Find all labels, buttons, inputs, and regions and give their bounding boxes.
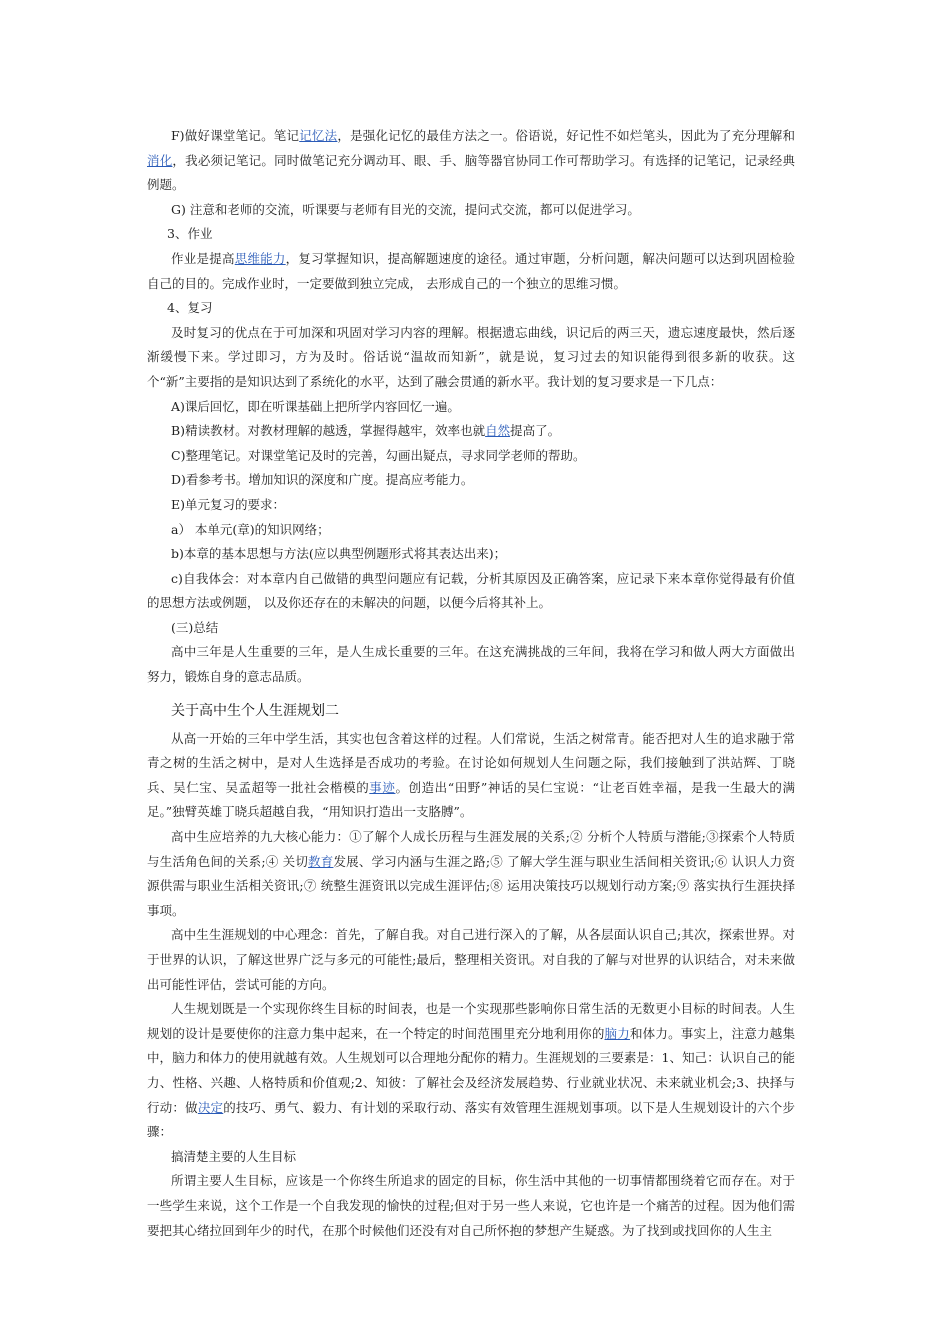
section-heading-homework: 3、作业 [167, 226, 213, 242]
text-run: B)精读教材。对教材理解的越透，掌握得越牢，效率也就 [171, 423, 486, 439]
paragraph-intro [147, 727, 795, 825]
text-run: 从高一开始的三年中学生活，其实也包含着这样的过程。人们常说，生活之树常青。能否把对人生的追求融于常青之树的生活之树中，是对人生选择是否成功的考验。在讨论如何规划人生问题之际，我们接触到了洪站辉、丁晓兵、吴仁宝、吴孟超等一批社会楷模的 [147, 730, 795, 795]
text-run: ，是强化记忆的最佳方法之一。俗语说，好记性不如烂笔头，因此为了充分理解和 [337, 128, 795, 143]
text-run: 的技巧、勇气、毅力、有计划的采取行动、落实有效管理生涯规划事项。以下是人生规划设计的六个步骤： [147, 1099, 795, 1140]
link-thinking-ability[interactable]: 思维能力 [234, 250, 286, 266]
list-item-review-c: C)整理笔记。对课堂笔记及时的完善，勾画出疑点，寻求同学老师的帮助。 [171, 447, 586, 463]
text-run: 高中生应培养的九大核心能力：①了解个人成长历程与生涯发展的关系;② 分析个人特质与潜能;③探索个人特质与生活角色间的关系;④ 关切 [147, 829, 795, 869]
text-run: 提高了。 [510, 423, 561, 439]
document-body [147, 124, 795, 1243]
paragraph-core-abilities [147, 825, 795, 923]
paragraph-notes [147, 124, 795, 198]
link-education[interactable]: 教育 [308, 853, 334, 869]
paragraph-core-concept: 高中生生涯规划的中心理念：首先，了解自我。对自己进行深入的了解，从各层面认识自己;其次，探索世界。对于世界的认识，了解这世界广泛与多元的可能性;最后，整理相关资讯。对自我的了解与对世界的认识结合，对未来做出可能性评估，尝试可能的方向。 [147, 927, 795, 992]
paragraph-teacher-communication: G) 注意和老师的交流，听课要与老师有目光的交流，提问式交流，都可以促进学习。 [171, 201, 640, 217]
paragraph-summary: 高中三年是人生重要的三年，是人生成长重要的三年。在这充满挑战的三年间，我将在学习和做人两大方面做出努力，锻炼自身的意志品质。 [147, 644, 795, 685]
text-run: 作业是提高 [171, 250, 235, 266]
list-item-unit-b: b)本章的基本思想与方法(应以典型例题形式将其表达出来)； [171, 546, 507, 562]
link-memory-method[interactable]: 记忆法 [299, 128, 338, 143]
text-run: 发展、学习内涵与生涯之路;⑤ 了解大学生涯与职业生活间相关资讯;⑥ 认识人力资源供需与职业生活相关资讯;⑦ 统整生涯资讯以完成生涯评估;⑧ 运用决策技巧以规划行动方案;⑨ 落实执行生涯抉择事项。 [147, 853, 795, 918]
text-run: 和体力。事实上，注意力越集中，脑力和体力的使用就越有效。人生规划可以合理地分配你的精力。生涯规划的三要素是：1、知己：认识自己的能力、性格、兴趣、人格特质和价值观;2、知彼：了解社会及经济发展趋势、行业就业状况、未来就业机会;3、抉择与行动：做 [147, 1025, 795, 1115]
text-run: ，复习掌握知识，提高解题速度的途径。通过审题，分析问题，解决问题可以达到巩固检验自己的目的。完成作业时，一定要做到独立完成， 去形成自己的一个独立的思维习惯。 [147, 250, 795, 291]
link-naturally[interactable]: 自然 [485, 423, 511, 439]
link-deeds[interactable]: 事迹 [369, 779, 396, 795]
list-item-review-a: A)课后回忆，即在听课基础上把所学内容回忆一遍。 [171, 398, 460, 414]
section-heading-review: 4、复习 [167, 300, 213, 316]
text-run: 。创造出“田野”神话的吴仁宝说：“让老百姓幸福，是我一生最大的满足。”独臂英雄丁晓兵超越自我，“用知识打造出一支胳膊”。 [147, 779, 795, 820]
section-heading-summary: (三)总结 [171, 619, 219, 635]
link-decision[interactable]: 决定 [197, 1099, 224, 1115]
paragraph-homework [147, 247, 795, 296]
list-item-review-b [147, 419, 795, 444]
link-brainpower[interactable]: 脑力 [604, 1025, 630, 1041]
text-run: 人生规划既是一个实现你终生目标的时间表，也是一个实现那些影响你日常生活的无数更小目标的时间表。人生规划的设计是要使你的注意力集中起来，在一个特定的时间范围里充分地利用你的 [147, 1001, 795, 1041]
paragraph-life-plan [147, 997, 795, 1145]
subheading-main-goal: 搞清楚主要的人生目标 [171, 1148, 297, 1164]
paragraph-main-goal: 所谓主要人生目标，应该是一个你终生所追求的固定的目标，你生活中其他的一切事情都围绕着它而存在。对于一些学生来说，这个工作是一个自我发现的愉快的过程;但对于另一些人来说，它也许是一个痛苦的过程。因为他们需要把其心绪拉回到年少的时代，在那个时候他们还没有对自己所怀抱的梦想产生疑惑。为了找到或找回你的人生主 [147, 1173, 795, 1238]
list-item-review-d: D)看参考书。增加知识的深度和广度。提高应考能力。 [171, 472, 474, 488]
text-run: F)做好课堂笔记。笔记 [171, 128, 300, 143]
list-item-unit-a: a） 本单元(章)的知识网络； [171, 521, 330, 537]
text-run: ，我必须记笔记。同时做笔记充分调动耳、眼、手、脑等器官协同工作可帮助学习。有选择的记笔记，记录经典例题。 [147, 152, 795, 193]
link-digest[interactable]: 消化 [147, 152, 173, 168]
list-item-review-e: E)单元复习的要求： [171, 496, 286, 512]
article-title: 关于高中生个人生涯规划二 [171, 702, 339, 719]
list-item-unit-c: c)自我体会：对本章内自己做错的典型问题应有记载，分析其原因及正确答案，应记录下来本章你觉得最有价值的思想方法或例题， 以及你还存在的未解决的问题，以便今后将其补上。 [147, 570, 795, 611]
paragraph-review: 及时复习的优点在于可加深和巩固对学习内容的理解。根据遗忘曲线，识记后的两三天，遗忘速度最快，然后逐渐缓慢下来。学过即习，方为及时。俗话说“温故而知新”，就是说，复习过去的知识能得到很多新的收获。这个“新”主要指的是知识达到了系统化的水平，达到了融会贯通的新水平。我计划的复习要求是一下几点： [147, 324, 795, 389]
